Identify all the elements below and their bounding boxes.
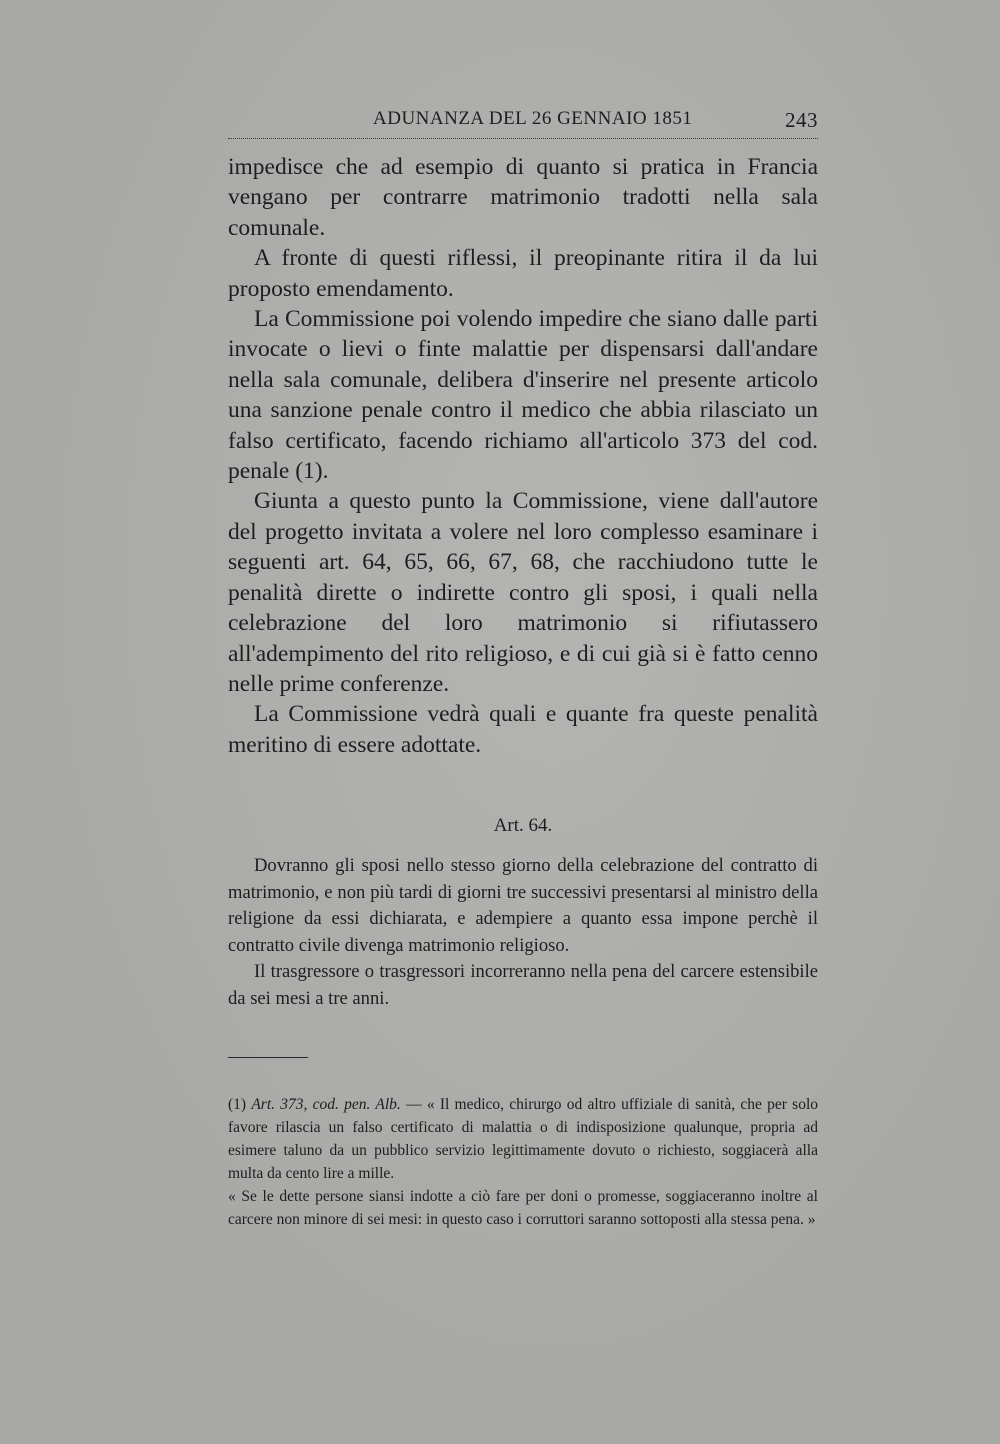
paragraph-4: Giunta a questo punto la Commissione, viene dall'autore del progetto invitata a volere nel loro complesso esaminare i seguenti art. 64, 65, 66, 67, 68, che racchiudono tutte le penalità dirette o indirette contro gli sposi, i quali nella celebrazione del loro matrimonio si rifiutassero all'adempimento del rito religioso, e di cui già si è fatto cenno nelle prime conferenze.	[228, 488, 818, 697]
article-paragraph-1: Dovranno gli sposi nello stesso giorno della celebrazione del contratto di matrimonio, e non più tardi di giorni tre successivi presentarsi al ministro della religione da essi dichiarata, e adempiere a quanto essa impone perchè il contratto civile divenga matrimonio religioso.	[228, 855, 818, 956]
footnote-source: Art. 373, cod. pen. Alb.	[251, 1096, 401, 1113]
page-number: 243	[785, 108, 818, 132]
paragraph-5: La Commissione vedrà quali e quante fra queste penalità meritino di essere adottate.	[228, 701, 818, 758]
footnote-marker: (1)	[228, 1096, 247, 1113]
running-header	[228, 108, 818, 138]
running-title: ADUNANZA DEL 26 GENNAIO 1851	[373, 108, 693, 129]
footnotes	[228, 1093, 818, 1231]
footnote-rule	[228, 1057, 308, 1058]
article-text	[228, 853, 818, 1013]
article-heading: Art. 64.	[493, 815, 553, 836]
article-paragraph-2: Il trasgressore o trasgressori incorreranno nella pena del carcere estensibile da sei mesi a tre anni.	[228, 961, 818, 1009]
footnote-text: — « Il medico, chirurgo od altro uffiziale di sanità, che per solo favore rilascia un falso certificato di malattia o di indisposizione qualunque, propria ad esimere taluno da un pubblico servizio legittimamente dovuto o richiesto, soggiacerà alla multa da cento lire a mille.	[228, 1096, 819, 1182]
header-dotted-rule	[228, 138, 818, 139]
footnote-1	[228, 1093, 818, 1185]
paragraph-2: A fronte di questi riflessi, il preopinante ritira il da lui proposto emendamento.	[228, 245, 818, 302]
main-text	[228, 152, 818, 760]
paragraph-1: impedisce che ad esempio di quanto si pratica in Francia vengano per contrarre matrimonio tradotti nella sala comunale.	[228, 154, 818, 241]
footnote-continuation: « Se le dette persone siansi indotte a ciò fare per doni o promesse, soggiaceranno inoltre al carcere non minore di sei mesi: in questo caso i corruttori saranno sottoposti alla stessa pena. »	[228, 1188, 818, 1228]
paragraph-3: La Commissione poi volendo impedire che siano dalle parti invocate o lievi o finte malattie per dispensarsi dall'andare nella sala comunale, delibera d'inserire nel presente articolo una sanzione penale contro il medico che abbia rilasciato un falso certificato, facendo richiamo all'articolo 373 del cod. penale (1).	[228, 306, 818, 485]
